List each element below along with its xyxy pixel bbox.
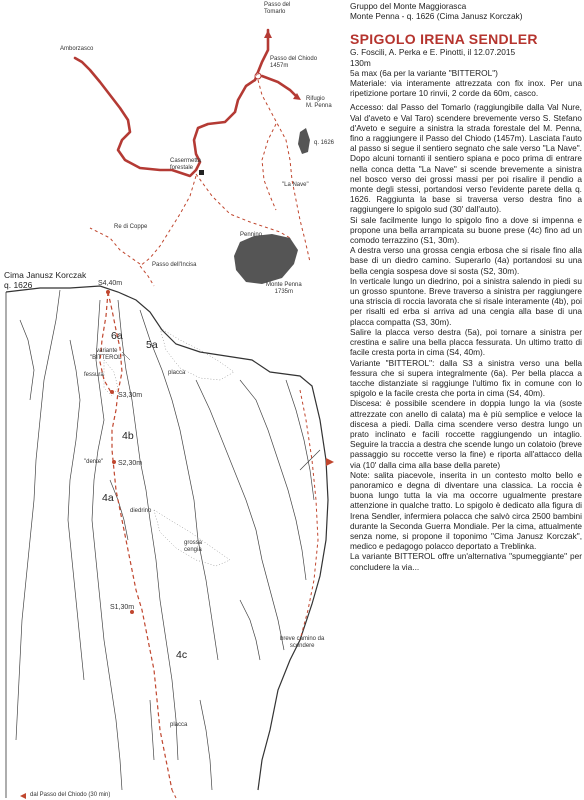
label-variante: variante "BITTEROL"	[90, 348, 124, 361]
trail-line-4	[90, 228, 140, 264]
label-placca-bottom: placca	[170, 722, 188, 728]
map-monte-penna	[234, 234, 298, 284]
trail-line-7	[262, 124, 276, 210]
descent-arrow	[326, 458, 334, 466]
paragraph-access: Accesso: dal Passo del Tomarlo (raggiungibile dalla Val Nure, Val d'aveto e Val Taro) scendere brevemente verso S. Stefano d'Aveto e seguire a sinistra la strada forestale del M. Penna, fino a raggiungere il Passo del Chiodo (1457m). Lasciata l'auto al passo si segue il sentiero segnato che sale verso "La Nave". Dopo alcuni tornanti il sentiero spiana e poco prima di entrare nella conca detta "La Nave" si scende brevemente a sinistra nel bosco verso dei grossi massi per poi risalire il pendio a monte degli stessi, portandosi verso l'evidente parete della q. 1626. Raggiunta la base si traversa verso destra fino a raggiungere lo spigolo sud (30' dall'auto).	[350, 102, 582, 215]
text-column	[350, 0, 582, 800]
paragraph-pitch-4: Salire la placca verso destra (5a), poi tornare a sinistra per crestina e salire una bella placca fessurata. Un ultimo tratto di facile cresta porta in cima (S4, 40m).	[350, 326, 582, 358]
pitch-4c: 4c	[176, 649, 188, 661]
wall-outline	[6, 286, 328, 790]
footer-arrow	[20, 793, 26, 799]
label-diedrino: diedrino	[130, 508, 152, 514]
label-passo-tomarlo: Passo del Tomarlo	[264, 2, 291, 15]
label-q1626-map: q. 1626	[314, 140, 335, 146]
paragraph-discesa: Discesa: è possibile scendere in doppia lungo la via (soste attrezzate con anello di calata) ma è più semplice e veloce la discesa a piedi. Dalla cima scendere verso destra lungo un prato inclinato e facili roccette raggiungendo un intaglio. Seguire la traccia a destra che scende lungo un colatoio (breve passaggio su roccette verso la fine) e riporta all'attacco della via (10' dalla cima alla base della parete)	[350, 398, 582, 470]
paragraph-pitch-1: Si sale facilmente lungo lo spigolo fino a dove si impenna e propone una bella arrampicata su buone prese (4c) fino ad un comodo terrazzino (S1, 30m).	[350, 214, 582, 246]
header-group: Gruppo del Monte Maggiorasca	[350, 1, 467, 11]
paragraph-variante: Variante "BITTEROL": dalla S3 a sinistra verso una bella fessura che si supera integralmente (6a). Per bella placca a tacche distanziate si raggiunge l'ultimo fix in comune con lo spigolo e la facile cresta che porta in cima (S4, 40m).	[350, 357, 582, 399]
pitch-4b: 4b	[122, 430, 134, 442]
trail-line-3	[140, 176, 196, 266]
road-arrow-up	[264, 30, 272, 38]
label-casermetta: Casermetta forestale	[170, 158, 202, 171]
pitch-6a: 6a	[111, 330, 123, 342]
header-peak: Monte Penna - q. 1626 (Cima Janusz Korczak)	[350, 11, 523, 22]
pitch-4a: 4a	[102, 492, 114, 504]
label-dente: "dente"	[84, 459, 104, 465]
rock-texture	[16, 290, 320, 790]
road-line	[75, 30, 268, 176]
paragraph-pitch-2: A destra verso una grossa cengia erbosa che si risale fino alla base di un diedro camino. Superarlo (4a) portandosi su una bella cengia sospesa dove si sosta (S2, 30m).	[350, 245, 582, 276]
label-grossa-cengia: grossa cengia	[184, 540, 203, 553]
descent-line	[300, 390, 318, 640]
label-amborzasco: Amborzasco	[60, 46, 94, 52]
route-length: 130m	[350, 57, 371, 68]
label-passo-chiodo: Passo del Chiodo 1457m	[270, 56, 318, 69]
trail-line-6	[140, 266, 154, 286]
label-placca-top: placca	[168, 370, 186, 376]
label-s4: S4,40m	[98, 280, 123, 287]
trail-line-2	[196, 174, 290, 238]
route-material: Materiale: via interamente attrezzata con fix inox. Per una ripetizione portare 10 rinvii, 2 corde da 60m, casco.	[350, 78, 582, 99]
label-passo-incisa: Passo dell'Incisa	[152, 262, 197, 268]
route-line	[108, 292, 172, 790]
route-authors: G. Foscili, A. Perka e E. Pinotti, il 12.07.2015	[350, 47, 516, 58]
pitch-5a: 5a	[146, 339, 158, 351]
label-s2: S2,30m	[118, 460, 143, 467]
label-la-nave: "La Nave"	[282, 182, 309, 188]
label-fessura: fessura	[84, 372, 104, 378]
label-summit: Cima Janusz Korczak q. 1626	[4, 270, 87, 290]
label-s3: S3,30m	[118, 392, 143, 399]
map-rock-q1626	[298, 128, 310, 154]
label-footer-trail: dal Passo del Chiodo (30 min)	[30, 792, 111, 798]
paragraph-note: Note: salita piacevole, inserita in un contesto molto bello e panoramico e degna di diventare una classica. La roccia è buona lungo tutta la via ma occorre ugualmente prestare attenzione in qualche tratto. Lo spigolo è dedicato alla figura di Irena Sendler, infermiera polacca che salvò circa 2500 bambini durante la Seconda Guerra Mondiale. Per la cima, attualmente senza nome, si propone il toponimo "Cima Janusz Korczak", medico e pedagogo polacco deportato a Treblinka.	[350, 469, 582, 552]
label-s1: S1,30m	[110, 604, 135, 611]
footer-trail	[172, 790, 176, 798]
paragraph-pitch-3: In verticale lungo un diedrino, poi a sinistra salendo in piedi su un grosso spuntone. Breve traverso a sinistra per raggiungere una striscia di roccia lavorata che si risale interamente (4b), poi per risalti ed erba si arriva ad una cengia alla base di una placca compatta (S3, 30m).	[350, 275, 582, 327]
label-rifugio: Rifugio M. Penna	[306, 96, 332, 109]
label-monte-penna: Monte Penna 1735m	[266, 282, 302, 295]
route-grade: 5a max (6a per la variante "BITTEROL")	[350, 67, 498, 78]
label-breve-camino: breve camino da scendere	[280, 636, 325, 649]
label-re-di-coppe: Re di Coppe	[114, 224, 148, 230]
label-parking: P	[256, 72, 260, 78]
route-title: SPIGOLO IRENA SENDLER	[350, 31, 538, 48]
road-branch-rifugio	[262, 76, 298, 98]
label-pennino: Pennino	[240, 232, 263, 238]
paragraph-bitterol: La variante BITTEROL offre un'alternativa "spumeggiante" per concludere la via...	[350, 551, 582, 572]
